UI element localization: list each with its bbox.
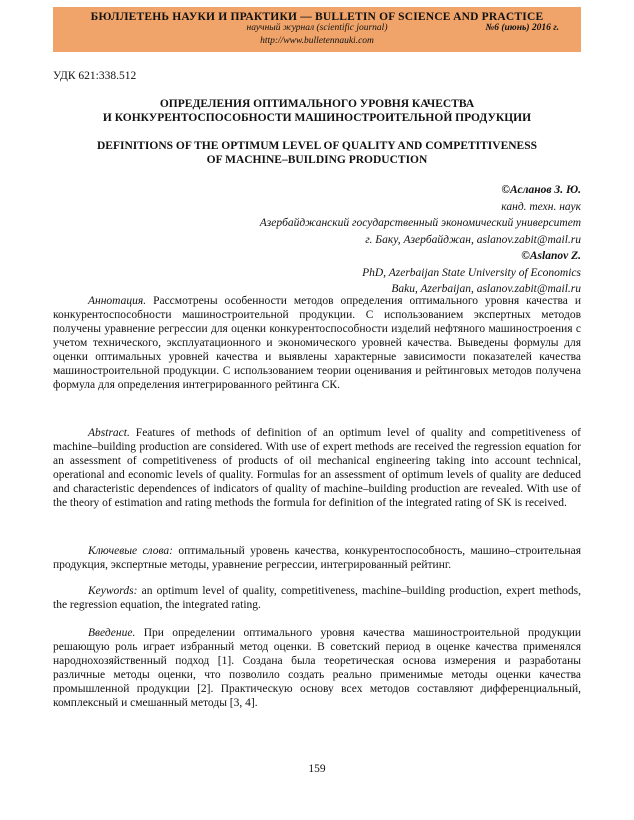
journal-issue: №6 (июнь) 2016 г.	[485, 23, 559, 33]
author-affiliation-en: PhD, Azerbaijan State University of Economics	[362, 266, 581, 279]
abstract-text: Features of methods of definition of an optimum level of quality and competitiveness of machine–building production are considered. With use of expert methods are received the regression equation for an assessment of competitiveness of products of oil mechanical engineering taking into account technical, operational and economic levels of quality. Formulas for an assessment of optimum levels of quality are deduced and characteristic dependences of indicators of quality of machine–building production are revealed. With use of the theory of estimation and rating methods the formula for definition of the integrated rating of SK is received.	[53, 427, 581, 509]
russian-title-line: ОПРЕДЕЛЕНИЯ ОПТИМАЛЬНОГО УРОВНЯ КАЧЕСТВА	[159, 98, 475, 110]
english-title-line: OF MACHINE–BUILDING PRODUCTION	[206, 154, 428, 166]
keywords-ru-text: оптимальный уровень качества, конкурентоспособность, машино–строительная продукция, экспертные методы, уравнение регрессии, интегрированный рейтинг.	[53, 545, 581, 571]
keywords-ru-lead: Ключевые слова:	[88, 545, 173, 557]
journal-type: научный журнал (scientific journal)	[246, 23, 388, 33]
keywords-ru-paragraph	[53, 544, 581, 572]
journal-url[interactable]: http://www.bulletennauki.com	[260, 36, 374, 46]
author-name-en: ©Aslanov Z.	[521, 250, 581, 262]
abstract-lead: Abstract.	[88, 427, 130, 439]
keywords-en-lead: Keywords:	[88, 585, 138, 597]
russian-title	[53, 97, 581, 125]
english-title-line: DEFINITIONS OF THE OPTIMUM LEVEL OF QUALITY AND COMPETITIVENESS	[96, 140, 538, 152]
journal-info-row	[53, 23, 581, 36]
page-number: 159	[308, 763, 326, 775]
keywords-en-paragraph	[53, 584, 581, 612]
keywords-en-text: an optimum level of quality, competitiveness, machine–building production, expert methods, the regression equation, the integrated rating.	[53, 585, 581, 611]
introduction-text: При определении оптимального уровня качества машиностроительной продукции решающую роль играет избранный метод оценки. В советский период в оценке качества применялся народнохозяйственный подход [1]. Создана была теоретическая основа измерения и разработаны различные методы оценки, что позволило создать реально применимые методы оценки качества промышленной продукции [2]. Практическую основу всех методов составляют дифференциальный, комплексный и смешанный методы [3, 4].	[53, 627, 581, 709]
udk-code: УДК 621:338.512	[53, 70, 137, 82]
annotation-lead: Аннотация.	[88, 295, 147, 307]
annotation-paragraph	[53, 294, 581, 392]
journal-header	[53, 7, 581, 52]
abstract-paragraph	[53, 426, 581, 510]
english-title	[53, 139, 581, 167]
author-block	[260, 182, 581, 298]
russian-title-line: И КОНКУРЕНТОСПОСОБНОСТИ МАШИНОСТРОИТЕЛЬНОЙ ПРОДУКЦИИ	[102, 112, 532, 124]
introduction-paragraph	[53, 626, 581, 710]
introduction-lead: Введение.	[88, 627, 136, 639]
annotation-text: Рассмотрены особенности методов определения оптимального уровня качества и конкурентоспособности машиностроительной продукции. С использованием экспертных методов получены уравнение регрессии для оценки конкурентоспособности изделий нефтяного машиностроения с учетом технического, эксплуатационного и экономического уровней качества. Выведены формулы для оценки оптимальных уровней качества и выявлены характерные зависимости показателей качества машиностроительной продукции. С использованием теории оценивания и рейтинговых методов получена формула для определения интегрированного рейтинга СК.	[53, 295, 581, 391]
author-affiliation-ru: Азербайджанский государственный экономический университет	[259, 217, 581, 229]
author-degree-ru: канд. техн. наук	[501, 200, 581, 213]
author-location-ru: г. Баку, Азербайджан, aslanov.zabit@mail.ru	[365, 233, 581, 246]
journal-title: БЮЛЛЕТЕНЬ НАУКИ И ПРАКТИКИ — BULLETIN OF SCIENCE AND PRACTICE	[90, 11, 544, 23]
author-name-ru: ©Асланов З. Ю.	[501, 184, 581, 196]
author-location-en: Baku, Azerbaijan, aslanov.zabit@mail.ru	[391, 283, 581, 295]
